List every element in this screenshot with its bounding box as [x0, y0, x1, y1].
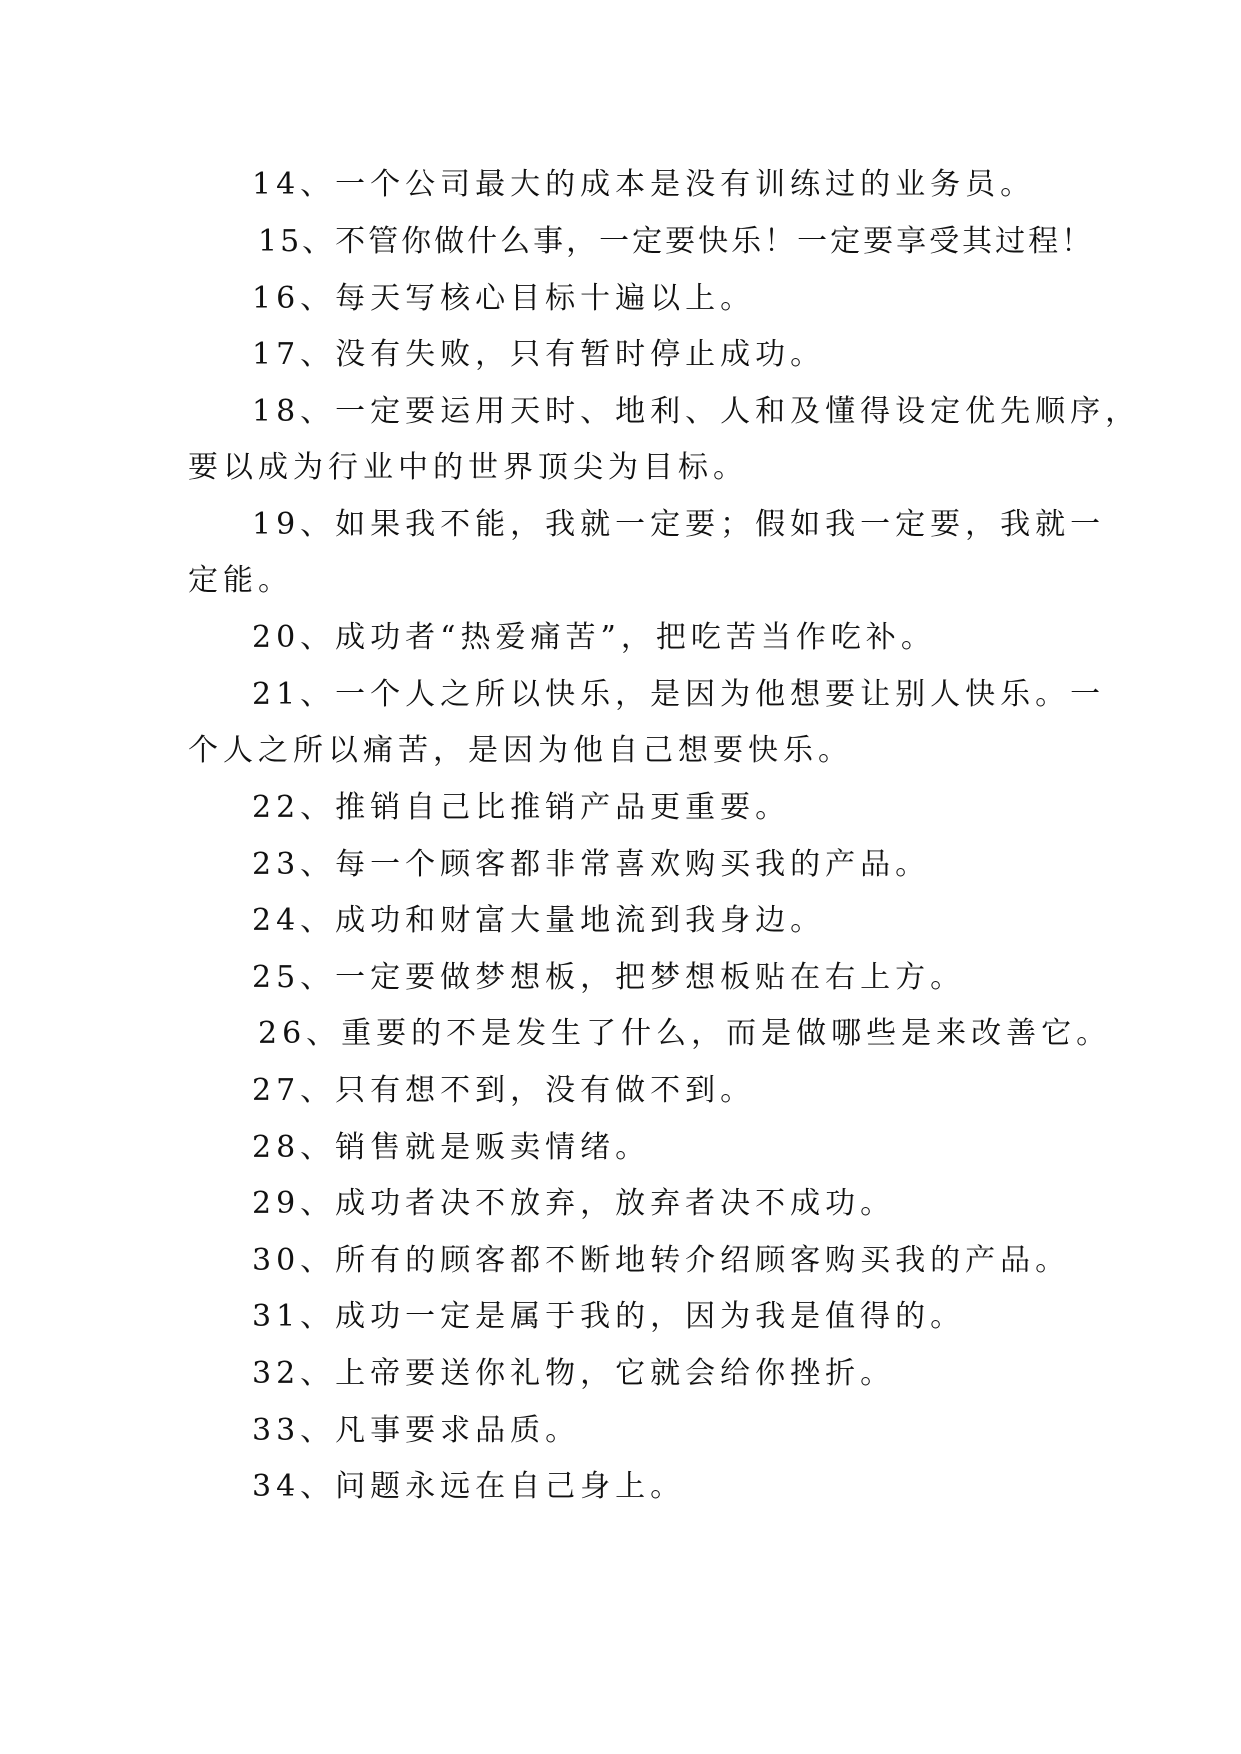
text-line: 32、上帝要送你礼物，它就会给你挫折。: [252, 1356, 896, 1391]
text-line: 22、推销自己比推销产品更重要。: [252, 790, 791, 825]
text-line: 24、成功和财富大量地流到我身边。: [252, 903, 826, 938]
text-line: 27、只有想不到，没有做不到。: [252, 1073, 756, 1108]
text-line: 29、成功者决不放弃，放弃者决不成功。: [252, 1186, 896, 1221]
text-line: 16、每天写核心目标十遍以上。: [252, 281, 756, 316]
text-line: 23、每一个顾客都非常喜欢购买我的产品。: [252, 847, 931, 882]
text-line: 30、所有的顾客都不断地转介绍顾客购买我的产品。: [252, 1243, 1071, 1278]
text-line: 21、一个人之所以快乐，是因为他想要让别人快乐。一: [252, 677, 1106, 712]
text-line: 17、没有失败，只有暂时停止成功。: [252, 337, 826, 372]
text-line: 20、成功者“热爱痛苦”，把吃苦当作吃补。: [252, 620, 936, 655]
text-line: 34、问题永远在自己身上。: [252, 1469, 686, 1504]
text-line: 26、重要的不是发生了什么，而是做哪些是来改善它。: [258, 1016, 1112, 1051]
text-line: 个人之所以痛苦，是因为他自己想要快乐。: [188, 733, 853, 768]
text-line: 28、销售就是贩卖情绪。: [252, 1130, 651, 1165]
text-line: 19、如果我不能，我就一定要；假如我一定要，我就一: [252, 507, 1106, 542]
text-line: 定能。: [188, 563, 293, 598]
text-line: 14、一个公司最大的成本是没有训练过的业务员。: [252, 167, 1036, 202]
text-line: 33、凡事要求品质。: [252, 1413, 581, 1448]
text-line: 要以成为行业中的世界顶尖为目标。: [188, 450, 748, 485]
text-line: 18、一定要运用天时、地利、人和及懂得设定优先顺序，: [252, 394, 1141, 429]
text-line: 15、不管你做什么事，一定要快乐！一定要享受其过程！: [258, 224, 1095, 259]
text-line: 31、成功一定是属于我的，因为我是值得的。: [252, 1299, 966, 1334]
text-line: 25、一定要做梦想板，把梦想板贴在右上方。: [252, 960, 966, 995]
